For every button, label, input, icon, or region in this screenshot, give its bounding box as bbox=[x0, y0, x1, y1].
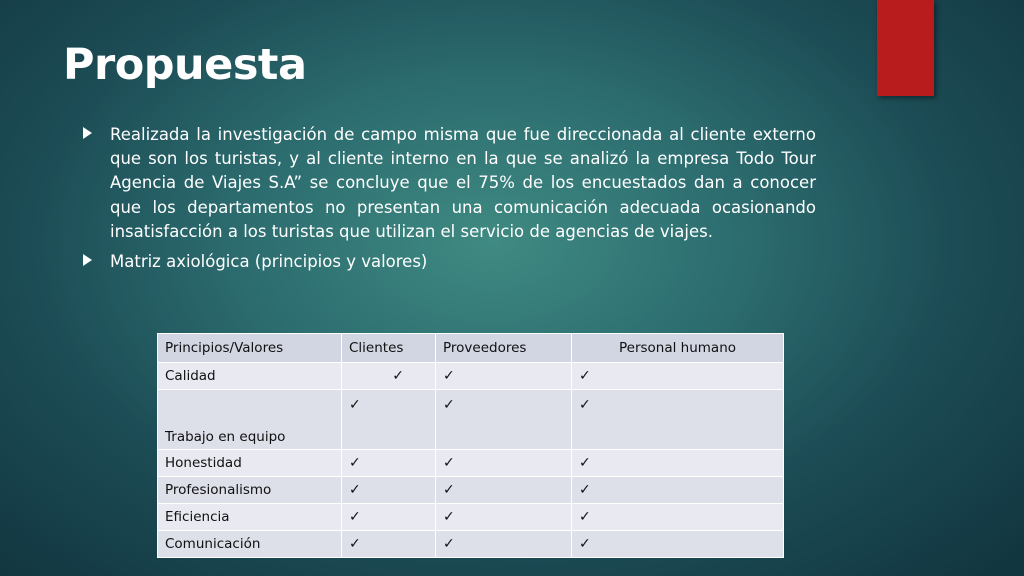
red-accent-tab bbox=[877, 0, 934, 96]
check-icon: ✓ bbox=[443, 482, 455, 498]
slide-title: Propuesta bbox=[63, 40, 307, 90]
check-icon: ✓ bbox=[579, 536, 591, 552]
triangle-bullet-icon bbox=[83, 254, 92, 266]
table-row bbox=[158, 504, 784, 531]
proveedores-cell bbox=[436, 450, 572, 477]
check-icon: ✓ bbox=[579, 455, 591, 471]
header-clientes: Clientes bbox=[342, 334, 436, 363]
check-icon: ✓ bbox=[349, 482, 361, 498]
personal-cell bbox=[572, 477, 784, 504]
header-principios: Principios/Valores bbox=[158, 334, 342, 363]
check-icon: ✓ bbox=[443, 397, 455, 413]
principle-cell: Comunicación bbox=[158, 531, 342, 558]
clientes-cell bbox=[342, 477, 436, 504]
triangle-bullet-icon bbox=[83, 127, 92, 139]
check-icon: ✓ bbox=[392, 368, 404, 384]
clientes-cell bbox=[342, 390, 436, 450]
principle-cell: Trabajo en equipo bbox=[158, 390, 342, 450]
check-icon: ✓ bbox=[349, 509, 361, 525]
check-icon: ✓ bbox=[349, 397, 361, 413]
check-icon: ✓ bbox=[443, 455, 455, 471]
check-icon: ✓ bbox=[443, 509, 455, 525]
proveedores-cell bbox=[436, 531, 572, 558]
personal-cell bbox=[572, 450, 784, 477]
axiological-matrix-table bbox=[157, 333, 784, 558]
check-icon: ✓ bbox=[579, 368, 591, 384]
check-icon: ✓ bbox=[349, 455, 361, 471]
header-proveedores: Proveedores bbox=[436, 334, 572, 363]
check-icon: ✓ bbox=[579, 509, 591, 525]
personal-cell bbox=[572, 531, 784, 558]
table-row bbox=[158, 531, 784, 558]
proveedores-cell bbox=[436, 390, 572, 450]
check-icon: ✓ bbox=[579, 482, 591, 498]
check-icon: ✓ bbox=[443, 536, 455, 552]
personal-cell bbox=[572, 504, 784, 531]
proveedores-cell bbox=[436, 477, 572, 504]
clientes-cell bbox=[342, 504, 436, 531]
principle-cell: Calidad bbox=[158, 363, 342, 390]
table-row bbox=[158, 450, 784, 477]
clientes-cell bbox=[342, 450, 436, 477]
bullet-item-findings bbox=[80, 123, 816, 244]
proveedores-cell bbox=[436, 504, 572, 531]
check-icon: ✓ bbox=[349, 536, 361, 552]
personal-cell bbox=[572, 363, 784, 390]
table-row bbox=[158, 363, 784, 390]
check-icon: ✓ bbox=[443, 368, 455, 384]
bullet-item-matrix bbox=[80, 250, 816, 274]
bullet-text: Matriz axiológica (principios y valores) bbox=[110, 252, 428, 272]
bullet-list bbox=[80, 123, 816, 274]
check-icon: ✓ bbox=[579, 397, 591, 413]
header-personal-humano: Personal humano bbox=[572, 334, 784, 363]
clientes-cell bbox=[342, 531, 436, 558]
bullet-text: Realizada la investigación de campo misma que fue direccionada al cliente externo que son los turistas, y al cliente interno en la que se analizó la empresa Todo Tour Agencia de Viajes S.A” se concluye que el 75% de los encuestados dan a conocer que los departamentos no presentan una comunicación adecuada ocasionando insatisfacción a los turistas que utilizan el servicio de agencias de viajes. bbox=[110, 125, 816, 241]
table-row bbox=[158, 390, 784, 450]
proveedores-cell bbox=[436, 363, 572, 390]
principle-cell: Profesionalismo bbox=[158, 477, 342, 504]
table-header-row bbox=[158, 334, 784, 363]
clientes-cell bbox=[342, 363, 436, 390]
personal-cell bbox=[572, 390, 784, 450]
table-row bbox=[158, 477, 784, 504]
principle-cell: Eficiencia bbox=[158, 504, 342, 531]
principle-cell: Honestidad bbox=[158, 450, 342, 477]
